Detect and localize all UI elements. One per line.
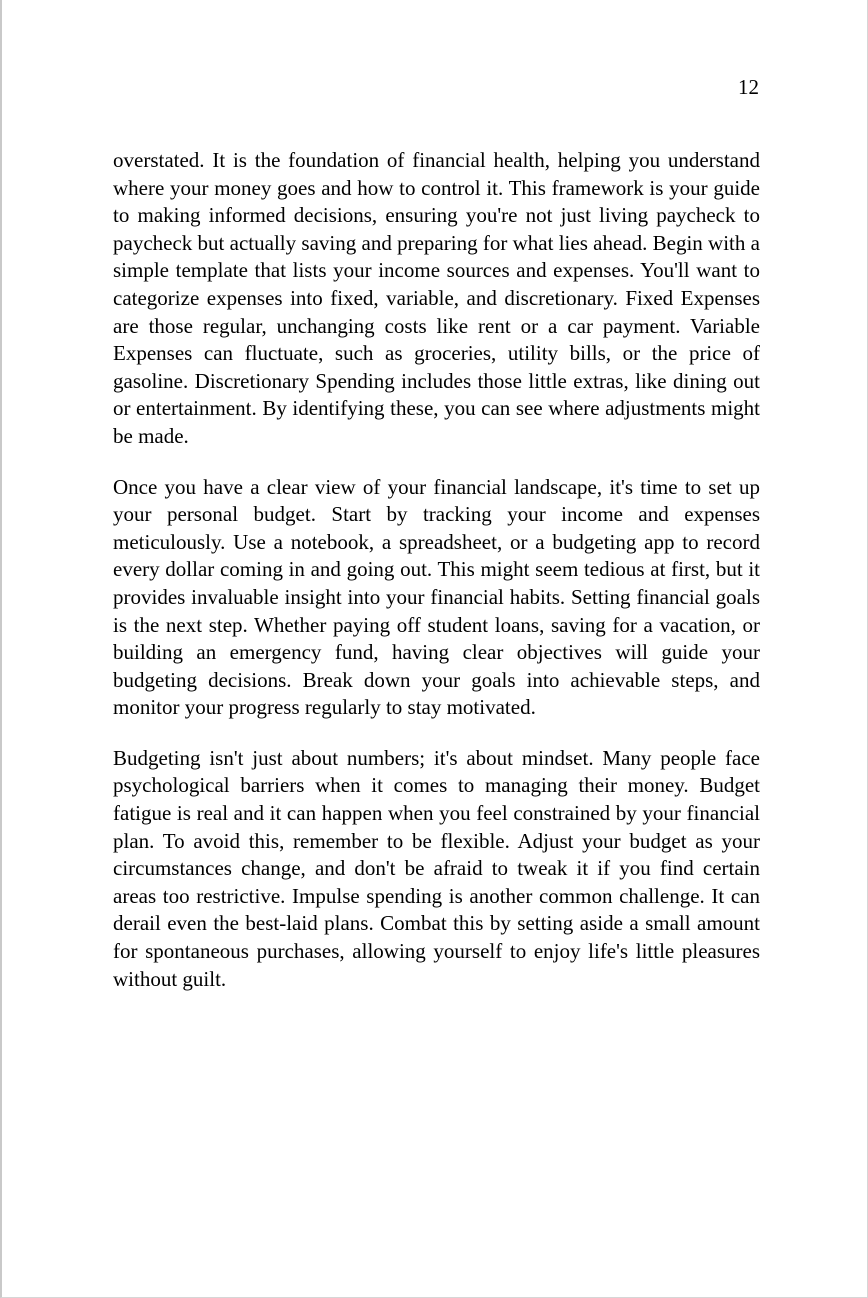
page-number: 12 [738, 75, 759, 99]
paragraph-3: Budgeting isn't just about numbers; it's about mindset. Many people face psychological barriers when it comes to managing their money. Budget fatigue is real and it can happen when you feel constrained by your financial plan. To avoid this, remember to be flexible. Adjust your budget as your circumstances change, and don't be afraid to tweak it if you find certain areas too restrictive. Impulse spending is another common challenge. It can derail even the best-laid plans. Combat this by setting aside a small amount for spontaneous purchases, allowing yourself to enjoy life's little pleasures without guilt. [113, 745, 760, 991]
paragraph-2: Once you have a clear view of your financial landscape, it's time to set up your personal budget. Start by tracking your income and expenses meticulously. Use a notebook, a spreadsheet, or a budgeting app to record every dollar coming in and going out. This might seem tedious at first, but it provides invaluable insight into your financial habits. Setting financial goals is the next step. Whether paying off student loans, saving for a vacation, or building an emergency fund, having clear objectives will guide your budgeting decisions. Break down your goals into achievable steps, and monitor your progress regularly to stay motivated. [113, 474, 760, 720]
body-text [113, 147, 760, 1016]
paragraph-1: overstated. It is the foundation of financial health, helping you understand where your money goes and how to control it. This framework is your guide to making informed decisions, ensuring you're not just living paycheck to paycheck but actually saving and preparing for what lies ahead. Begin with a simple template that lists your income sources and expenses. You'll want to categorize expenses into fixed, variable, and discretionary. Fixed Expenses are those regular, unchanging costs like rent or a car payment. Variable Expenses can fluctuate, such as groceries, utility bills, or the price of gasoline. Discretionary Spending includes those little extras, like dining out or entertainment. By identifying these, you can see where adjustments might be made. [113, 148, 760, 448]
